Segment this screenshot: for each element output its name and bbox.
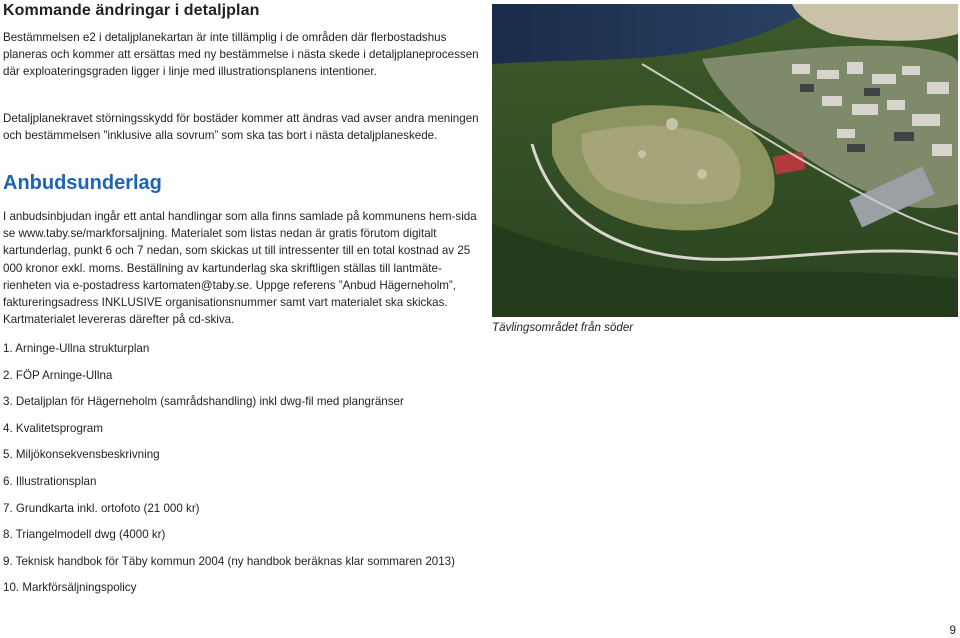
aerial-photo-illustration [492, 4, 958, 317]
list-item: 9. Teknisk handbok för Täby kommun 2004 (ny handbok beräknas klar sommaren 2013) [3, 554, 455, 568]
list-item: 10. Markförsäljningspolicy [3, 581, 137, 595]
list-item: 4. Kvalitetsprogram [3, 421, 103, 435]
photo-caption: Tävlingsområdet från söder [492, 321, 634, 334]
list-item: 1. Arninge-Ullna strukturplan [3, 342, 150, 355]
section-heading: Kommande ändringar i detaljplan [3, 2, 260, 19]
page-number: 9 [949, 624, 956, 637]
subheading-tender-documents: Anbudsunderlag [3, 172, 162, 194]
aerial-photo [492, 4, 958, 317]
paragraph-tender-info: I anbudsinbjudan ingår ett antal handlingar som alla finns samlade på kommunens hem-sida se www.taby.se/markforsaljning. Materialet som listas nedan är gratis förutom digitalt kartunderlag, punkt 6 och 7 nedan, som skickas ut till intressenter till en total kostnad av 25 000 kronor exkl. moms. Beställning av kartunderlag ska skriftligen ställas till lantmäte-rienheten via e-postadress kartomaten@taby.se. Uppge referens ”Anbud Hägerneholm”, faktureringsadress INKLUSIVE organisationsnummer samt vart materialet ska skickas. Kartmaterialet levereras därefter på cd-skiva. [3, 210, 477, 327]
paragraph-plan-provision: Bestämmelsen e2 i detaljplanekartan är inte tillämplig i de områden där flerbostadshus planeras och kommer att ersättas med ny bestämmelse i nästa skede i detaljplaneprocessen där exploateringsgraden ligger i linje med illustrationsplanens intentioner. [3, 31, 479, 79]
list-item: 3. Detaljplan för Hägerneholm (samrådshandling) inkl dwg-fil med plangränser [3, 395, 404, 409]
list-item: 7. Grundkarta inkl. ortofoto (21 000 kr) [3, 501, 200, 515]
list-item: 2. FÖP Arninge-Ullna [3, 368, 113, 382]
list-item: 5. Miljökonsekvensbeskrivning [3, 448, 160, 462]
paragraph-noise-protection: Detaljplanekravet störningsskydd för bostäder kommer att ändras vad avser andra meningen och bestämmelsen ”inklusive alla sovrum” som ska tas bort i nästa detaljplaneskede. [3, 112, 479, 143]
document-list [3, 340, 455, 606]
list-item: 8. Triangelmodell dwg (4000 kr) [3, 528, 166, 542]
list-item: 6. Illustrationsplan [3, 474, 97, 488]
